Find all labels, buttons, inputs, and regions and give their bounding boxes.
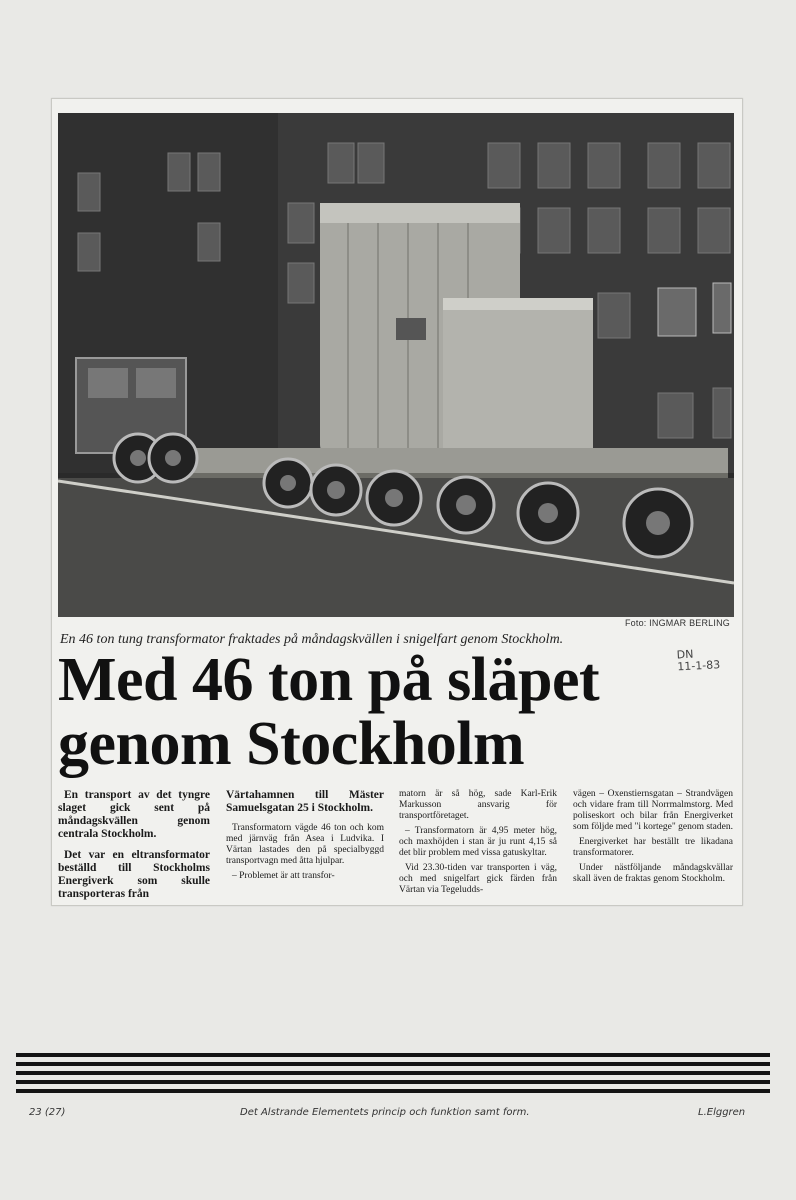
- article-column-4: [573, 789, 733, 901]
- stripe: [16, 1053, 770, 1057]
- news-photo-transformer-transport: [58, 113, 734, 617]
- headline-line-2: genom Stockholm: [58, 710, 525, 778]
- body-paragraph: Vid 23.30-tiden var transporten i väg, och med snigelfart gick färden från Värtan via Tegeludds-: [399, 863, 557, 895]
- stripe: [16, 1062, 770, 1066]
- photo-credit: Foto: INGMAR BERLING: [624, 618, 730, 628]
- photo-caption: En 46 ton tung transformator fraktades på måndagskvällen i snigelfart genom Stockholm.: [60, 632, 564, 647]
- newspaper-clipping: [51, 98, 743, 906]
- body-paragraph: Transformatorn vägde 46 ton och kom med järnväg från Asea i Ludvika. I Värtan lastades den på specialbyggd transportvagn med åtta hjulpar.: [226, 823, 384, 866]
- handnote-line-2: 11-1-83: [676, 658, 721, 674]
- article-column-1: [58, 789, 210, 901]
- headline-line-1: Med 46 ton på släpet: [58, 646, 600, 714]
- document-title: Det Alstrande Elementets princip och funktion samt form.: [240, 1107, 530, 1118]
- lead-paragraph-2: Det var en eltransformator beställd till Stockholms Energiverk som skulle transporteras från: [58, 849, 210, 900]
- body-paragraph: matorn är så hög, sade Karl-Erik Markusson ansvarig för transportföretaget.: [399, 789, 557, 821]
- body-paragraph: vägen – Oxenstiernsgatan – Strandvägen och vidare fram till Norrmalmstorg. Med poliseskort och bilar från Energiverket som följde med "i kortege" genom staden.: [573, 789, 733, 832]
- body-paragraph: Under nästföljande måndagskvällar skall även de fraktas genom Stockholm.: [573, 863, 733, 884]
- stripe: [16, 1089, 770, 1093]
- article-column-3: [399, 789, 557, 901]
- author-name: L.Elggren: [698, 1107, 746, 1118]
- body-paragraph: – Problemet är att transfor-: [232, 871, 335, 881]
- article-column-2: [226, 789, 384, 901]
- stripe: [16, 1080, 770, 1084]
- headline: [58, 648, 678, 776]
- photo-illustration: [58, 113, 734, 617]
- handnote-line-1: DN: [676, 647, 694, 662]
- page-number: 23 (27): [29, 1107, 66, 1118]
- handwritten-date-note: [676, 647, 732, 674]
- lead-paragraph-1: En transport av det tyngre slaget gick sent på måndagskvällen genom centrala Stockholm.: [58, 789, 210, 840]
- article-columns: [58, 789, 734, 901]
- body-paragraph: – Transformatorn är 4,95 meter hög, och maxhöjden i stan är ju runt 4,15 så det blir problem med vissa gatuskyltar.: [399, 826, 557, 858]
- body-paragraph: Energiverket har beställt tre likadana transformatorer.: [573, 837, 733, 858]
- lead-paragraph-3: Värtahamnen till Mäster Samuelsgatan 25 i Stockholm.: [226, 789, 384, 814]
- decorative-stripes: [16, 1053, 770, 1098]
- stripe: [16, 1071, 770, 1075]
